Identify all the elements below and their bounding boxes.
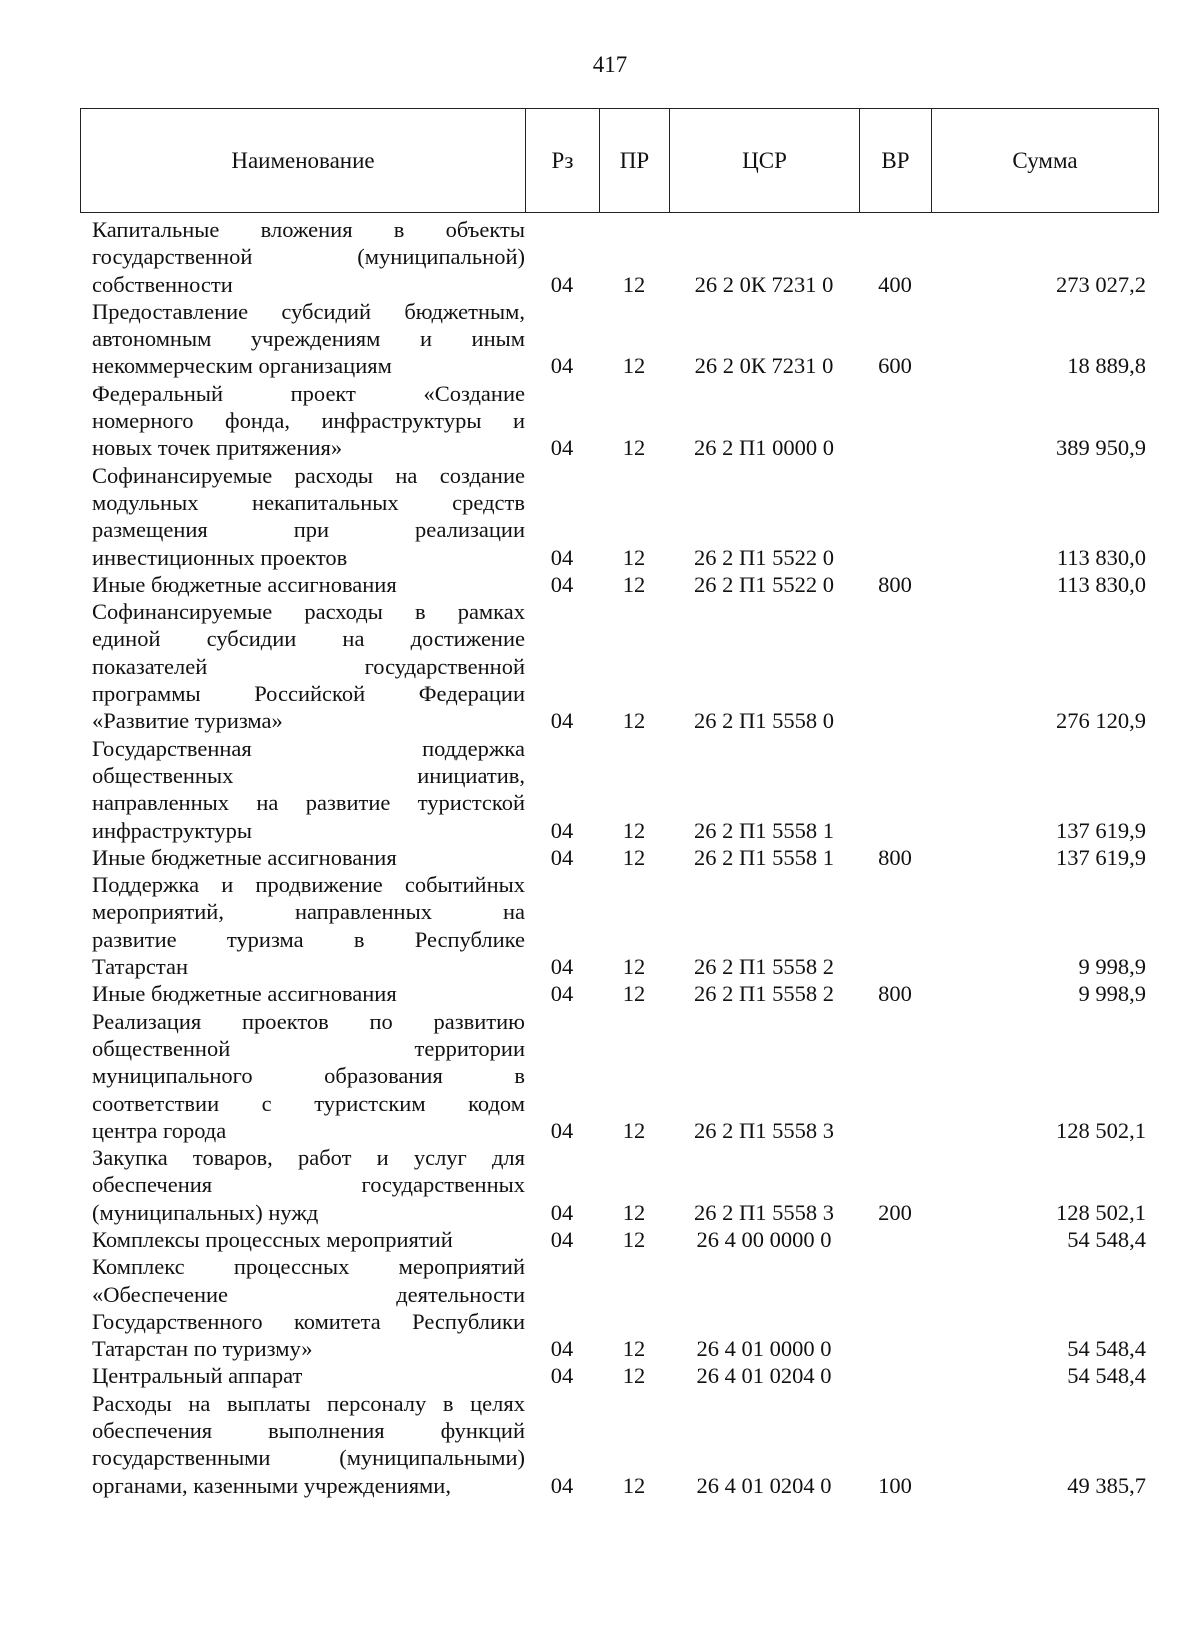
row-name-line: Татарстан по туризму» <box>92 1336 313 1362</box>
table-row <box>80 871 1158 980</box>
row-csr: 26 2 П1 5558 3 <box>694 1117 834 1143</box>
row-csr: 26 2 П1 5558 2 <box>694 981 834 1007</box>
row-name-line: обеспечения выполнения функций <box>92 1418 525 1444</box>
row-name <box>80 1008 525 1144</box>
row-name-line: Закупка товаров, работ и услуг для <box>92 1145 525 1171</box>
row-pr: 12 <box>622 817 646 843</box>
row-pr: 12 <box>622 435 646 461</box>
row-csr: 26 2 П1 5522 0 <box>694 544 834 570</box>
row-csr: 26 2 П1 5522 0 <box>694 571 834 597</box>
row-name-line: показателей государственной <box>92 653 525 679</box>
row-name <box>80 298 525 380</box>
row-name <box>80 735 525 844</box>
row-sum: 137 619,9 <box>1056 844 1146 870</box>
row-name <box>80 598 525 734</box>
row-pr: 12 <box>622 1226 646 1252</box>
row-rz: 04 <box>550 844 574 870</box>
table-row <box>80 1390 1158 1499</box>
row-name-line: (муниципальных) нужд <box>92 1199 319 1225</box>
row-csr: 26 4 01 0000 0 <box>696 1336 832 1362</box>
row-rz: 04 <box>550 571 574 597</box>
column-header-csr: ЦСР <box>670 109 860 213</box>
row-name-line: инфраструктуры <box>92 817 252 843</box>
row-name-line: Расходы на выплаты персоналу в целях <box>92 1390 525 1416</box>
row-name-line: Татарстан <box>92 954 189 980</box>
row-sum: 113 830,0 <box>1056 571 1146 597</box>
row-name-line: автономным учреждениям и иным <box>92 326 525 352</box>
row-rz: 04 <box>550 1336 574 1362</box>
row-sum: 9 998,9 <box>1078 954 1146 980</box>
row-pr: 12 <box>622 353 646 379</box>
row-name-line: направленных на развитие туристской <box>92 790 525 816</box>
row-rz: 04 <box>550 544 574 570</box>
row-name-line: «Развитие туризма» <box>92 708 283 734</box>
table-row <box>80 298 1158 380</box>
table-row <box>80 598 1158 734</box>
row-rz: 04 <box>550 1363 574 1389</box>
row-vr: 800 <box>878 844 912 870</box>
row-vr: 100 <box>878 1472 912 1498</box>
row-name-line: государственной (муниципальной) <box>92 244 525 270</box>
column-header-vr: ВР <box>860 109 932 213</box>
row-csr: 26 4 01 0204 0 <box>696 1363 832 1389</box>
row-pr: 12 <box>622 844 646 870</box>
row-name-line: Поддержка и продвижение событийных <box>92 872 525 898</box>
table-row <box>80 735 1158 844</box>
row-name-line: Комплекс процессных мероприятий <box>92 1254 525 1280</box>
table-row <box>80 1144 1158 1226</box>
row-csr: 26 2 П1 5558 0 <box>694 708 834 734</box>
row-name-line: Предоставление субсидий бюджетным, <box>92 298 525 324</box>
row-name-line: Реализация проектов по развитию <box>92 1008 525 1034</box>
table-row <box>80 1226 1158 1253</box>
row-pr: 12 <box>622 544 646 570</box>
table-row <box>80 380 1158 462</box>
row-name <box>80 1253 525 1362</box>
column-header-sum: Сумма <box>932 109 1159 213</box>
row-csr: 26 2 0К 7231 0 <box>694 353 834 379</box>
row-rz: 04 <box>550 1117 574 1143</box>
row-name-line: Иные бюджетные ассигнования <box>92 571 397 597</box>
row-name-line: инвестиционных проектов <box>92 544 348 570</box>
row-vr: 800 <box>878 981 912 1007</box>
row-name <box>80 216 525 298</box>
row-name-line: Государственная поддержка <box>92 735 525 761</box>
row-name <box>80 1362 525 1389</box>
table-row <box>80 844 1158 871</box>
table-row <box>80 1253 1158 1362</box>
row-name <box>80 871 525 980</box>
row-name-line: органами, казенными учреждениями, <box>92 1472 451 1498</box>
row-name-line: номерного фонда, инфраструктуры и <box>92 408 525 434</box>
row-name <box>80 1144 525 1226</box>
row-name-line: Капитальные вложения в объекты <box>92 217 525 242</box>
row-pr: 12 <box>622 1336 646 1362</box>
row-name-line: «Обеспечение деятельности <box>92 1281 525 1307</box>
row-sum: 54 548,4 <box>1067 1363 1146 1389</box>
column-header-name: Наименование <box>81 109 526 213</box>
row-name-line: Центральный аппарат <box>92 1363 303 1389</box>
row-rz: 04 <box>550 817 574 843</box>
page-number: 417 <box>592 52 628 77</box>
row-name-line: программы Российской Федерации <box>92 681 525 707</box>
row-name-line: соответствии с туристским кодом <box>92 1090 525 1116</box>
row-sum: 389 950,9 <box>1056 435 1146 461</box>
row-sum: 9 998,9 <box>1078 981 1146 1007</box>
row-name-line: государственными (муниципальными) <box>92 1445 525 1471</box>
row-csr: 26 2 0К 7231 0 <box>694 271 834 297</box>
row-rz: 04 <box>550 353 574 379</box>
row-csr: 26 2 П1 5558 2 <box>694 954 834 980</box>
row-vr: 400 <box>878 271 912 297</box>
row-vr: 200 <box>878 1199 912 1225</box>
row-name-line: размещения при реализации <box>92 517 525 543</box>
row-pr: 12 <box>622 954 646 980</box>
row-name-line: Иные бюджетные ассигнования <box>92 844 397 870</box>
row-sum: 54 548,4 <box>1067 1226 1146 1252</box>
row-name-line: модульных некапитальных средств <box>92 489 525 515</box>
row-pr: 12 <box>622 1363 646 1389</box>
row-name-line: Федеральный проект «Создание <box>92 380 525 406</box>
row-name-line: Софинансируемые расходы в рамках <box>92 599 525 625</box>
row-csr: 26 2 П1 5558 1 <box>694 844 834 870</box>
row-rz: 04 <box>550 1472 574 1498</box>
row-rz: 04 <box>550 435 574 461</box>
row-pr: 12 <box>622 271 646 297</box>
row-name <box>80 571 525 598</box>
row-vr: 800 <box>878 571 912 597</box>
column-header-rz: Рз <box>526 109 600 213</box>
row-name-line: обеспечения государственных <box>92 1172 525 1198</box>
column-header-pr: ПР <box>600 109 670 213</box>
row-csr: 26 2 П1 0000 0 <box>694 435 834 461</box>
table-body <box>80 216 1158 1499</box>
row-name-line: общественной территории <box>92 1035 525 1061</box>
row-name-line: мероприятий, направленных на <box>92 899 525 925</box>
row-name-line: центра города <box>92 1117 227 1143</box>
table-row <box>80 216 1158 298</box>
row-sum: 49 385,7 <box>1067 1472 1146 1498</box>
row-name <box>80 844 525 871</box>
row-csr: 26 4 01 0204 0 <box>696 1472 832 1498</box>
row-name-line: единой субсидии на достижение <box>92 626 525 652</box>
row-sum: 128 502,1 <box>1056 1199 1146 1225</box>
table-row <box>80 1008 1158 1144</box>
row-csr: 26 2 П1 5558 1 <box>694 817 834 843</box>
row-name <box>80 980 525 1007</box>
table-row <box>80 571 1158 598</box>
row-name-line: муниципального образования в <box>92 1063 525 1089</box>
row-name <box>80 1390 525 1499</box>
row-rz: 04 <box>550 708 574 734</box>
row-sum: 137 619,9 <box>1056 817 1146 843</box>
table-row <box>80 462 1158 571</box>
row-sum: 128 502,1 <box>1056 1117 1146 1143</box>
row-rz: 04 <box>550 981 574 1007</box>
row-pr: 12 <box>622 571 646 597</box>
row-name-line: Софинансируемые расходы на создание <box>92 462 525 488</box>
row-pr: 12 <box>622 1117 646 1143</box>
row-vr: 600 <box>878 353 912 379</box>
row-sum: 18 889,8 <box>1067 353 1146 379</box>
table-row <box>80 980 1158 1007</box>
row-name-line: Государственного комитета Республики <box>92 1308 525 1334</box>
row-pr: 12 <box>622 708 646 734</box>
row-pr: 12 <box>622 1199 646 1225</box>
row-name-line: развитие туризма в Республике <box>92 926 525 952</box>
row-name-line: Иные бюджетные ассигнования <box>92 981 397 1007</box>
row-sum: 276 120,9 <box>1056 708 1146 734</box>
row-name-line: общественных инициатив, <box>92 762 525 788</box>
row-name-line: некоммерческим организациям <box>92 353 392 379</box>
row-name-line: новых точек притяжения» <box>92 435 343 461</box>
row-rz: 04 <box>550 271 574 297</box>
row-pr: 12 <box>622 1472 646 1498</box>
row-name <box>80 1226 525 1253</box>
row-name-line: собственности <box>92 271 233 297</box>
row-csr: 26 2 П1 5558 3 <box>694 1199 834 1225</box>
row-rz: 04 <box>550 1199 574 1225</box>
row-sum: 54 548,4 <box>1067 1336 1146 1362</box>
row-rz: 04 <box>550 954 574 980</box>
row-name <box>80 380 525 462</box>
row-rz: 04 <box>550 1226 574 1252</box>
row-sum: 113 830,0 <box>1056 544 1146 570</box>
table-header <box>80 108 1159 213</box>
table-row <box>80 1362 1158 1389</box>
row-pr: 12 <box>622 981 646 1007</box>
row-name-line: Комплексы процессных мероприятий <box>92 1226 453 1252</box>
row-sum: 273 027,2 <box>1056 271 1146 297</box>
row-csr: 26 4 00 0000 0 <box>696 1226 832 1252</box>
row-name <box>80 462 525 571</box>
